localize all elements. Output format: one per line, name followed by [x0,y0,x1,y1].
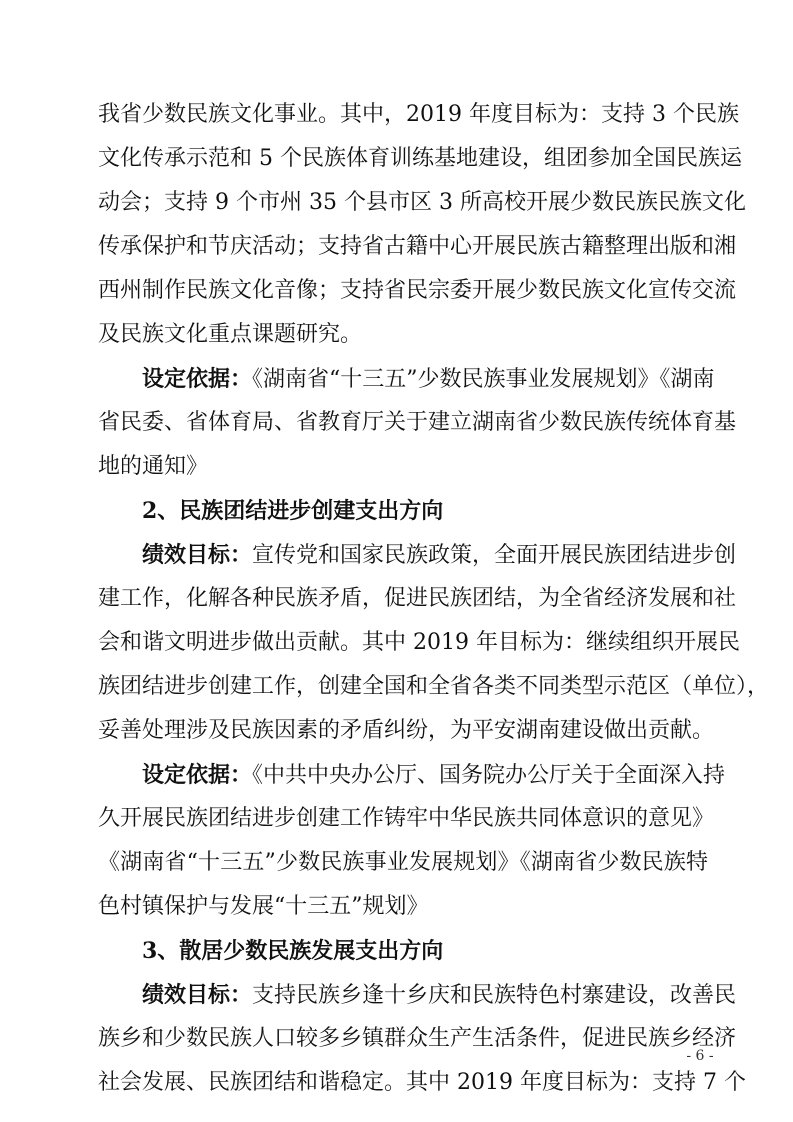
body-line-26: 社会发展、民族团结和谐稳定。其中 2019 年度目标为：支持 7 个 [98,1070,746,1095]
body-line-5: 西州制作民族文化音像；支持省民宗委开展少数民族文化宣传交流 [98,278,737,303]
performance-label: 绩效目标： [142,542,253,568]
basis-paragraph-1 [142,359,715,399]
basis-text: 《湖南省“十三五”少数民族事业发展规划》《湖南 [252,367,715,392]
page-number: - 6 - [686,1048,714,1064]
body-line-9: 地的通知》 [98,454,209,479]
body-line-13: 建工作，化解各种民族矛盾，促进民族团结，为全省经济发展和社 [98,586,737,611]
performance-paragraph-2 [142,535,737,575]
body-line-16: 妥善处理涉及民族因素的矛盾纠纷，为平安湖南建设做出贡献。 [98,718,715,743]
section-heading-2: 2、民族团结进步创建支出方向 [142,498,444,524]
basis-paragraph-2 [142,755,726,795]
body-line-19: 久开展民族团结进步创建工作铸牢中华民族共同体意识的意见》 [98,806,715,831]
performance-text: 宣传党和国家民族政策，全面开展民族团结进步创 [252,543,737,568]
section-heading-3: 3、散居少数民族发展支出方向 [142,938,444,964]
body-line-4: 传承保护和节庆活动；支持省古籍中心开展民族古籍整理出版和湘 [98,234,737,259]
body-line-6: 及民族文化重点课题研究。 [98,322,363,347]
body-line-8: 省民委、省体育局、省教育厅关于建立湖南省少数民族传统体育基 [98,410,737,435]
body-line-21: 色村镇保护与发展“十三五”规划》 [98,894,429,919]
body-line-14: 会和谐文明进步做出贡献。其中 2019 年目标为：继续组织开展民 [98,630,740,655]
body-line-25: 族乡和少数民族人口较多乡镇群众生产生活条件，促进民族乡经济 [98,1026,737,1051]
basis-text-2: 《中共中央办公厅、国务院办公厅关于全面深入持 [252,763,726,788]
basis-label-2: 设定依据： [142,762,253,788]
body-line-2: 文化传承示范和 5 个民族体育训练基地建设，组团参加全国民族运 [98,146,742,171]
basis-label: 设定依据： [142,366,253,392]
body-line-15: 族团结进步创建工作，创建全国和全省各类不同类型示范区（单位）， [98,674,770,699]
performance-paragraph-3 [142,975,737,1015]
body-line-3: 动会；支持 9 个市州 35 个县市区 3 所高校开展少数民族民族文化 [98,190,746,215]
performance-label-3: 绩效目标： [142,982,253,1008]
body-line-20: 《湖南省“十三五”少数民族事业发展规划》《湖南省少数民族特 [98,850,708,875]
performance-text-3: 支持民族乡逢十乡庆和民族特色村寨建设，改善民 [252,983,737,1008]
body-line-1: 我省少数民族文化事业。其中，2019 年度目标为：支持 3 个民族 [98,102,739,127]
